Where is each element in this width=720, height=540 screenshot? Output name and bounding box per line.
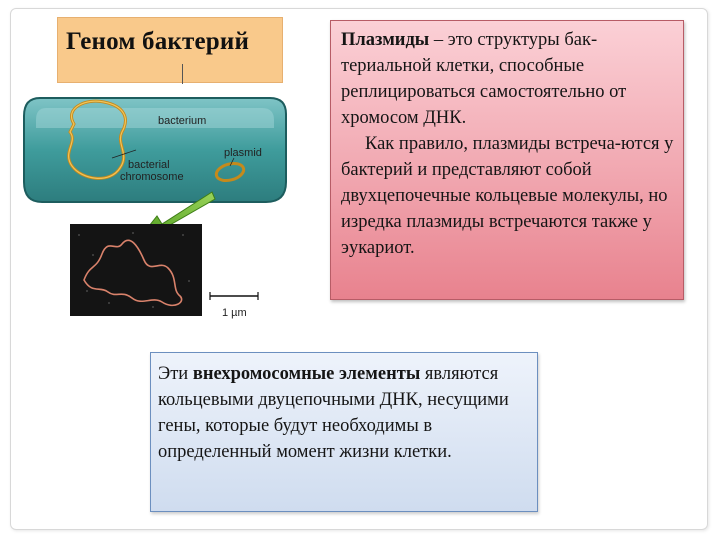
title-cursor-mark: [182, 64, 183, 84]
label-chromosome-2: chromosome: [120, 171, 184, 183]
label-chromosome-1: bacterial: [128, 159, 170, 171]
extra-lead: Эти: [158, 364, 193, 384]
extrachromosomal-text: [158, 361, 530, 465]
extra-term: внехромосомные элементы: [192, 364, 421, 384]
plasmid-intro: – это структуры бак-териальной клетки, способные реплицироваться самостоятельно от хромосом ДНК.: [341, 30, 627, 128]
plasmid-paragraph-2: Как правило, плазмиды встреча-ются у бактерий и представляют собой двухцепочечные кольцевые молекулы, но изредка плазмиды встречаются также у эукариот.: [341, 134, 674, 258]
label-plasmid: plasmid: [224, 147, 262, 159]
scale-label: 1 µm: [222, 307, 247, 319]
bacterium-figure: [12, 84, 290, 324]
label-bacterium: bacterium: [158, 115, 207, 127]
plasmid-term: Плазмиды: [341, 30, 430, 50]
extrachromosomal-box: [150, 352, 538, 512]
slide-title: Геном бактерий: [66, 28, 250, 55]
plasmid-definition-text: [341, 27, 677, 261]
bacterium-illustration: [12, 84, 290, 324]
extra-rest: являются кольцевыми двуцепочными ДНК, несущими гены, которые будут необходимы в определенный момент жизни клетки.: [158, 364, 509, 462]
plasmid-definition-box: [330, 20, 684, 300]
title-box: [57, 17, 283, 83]
